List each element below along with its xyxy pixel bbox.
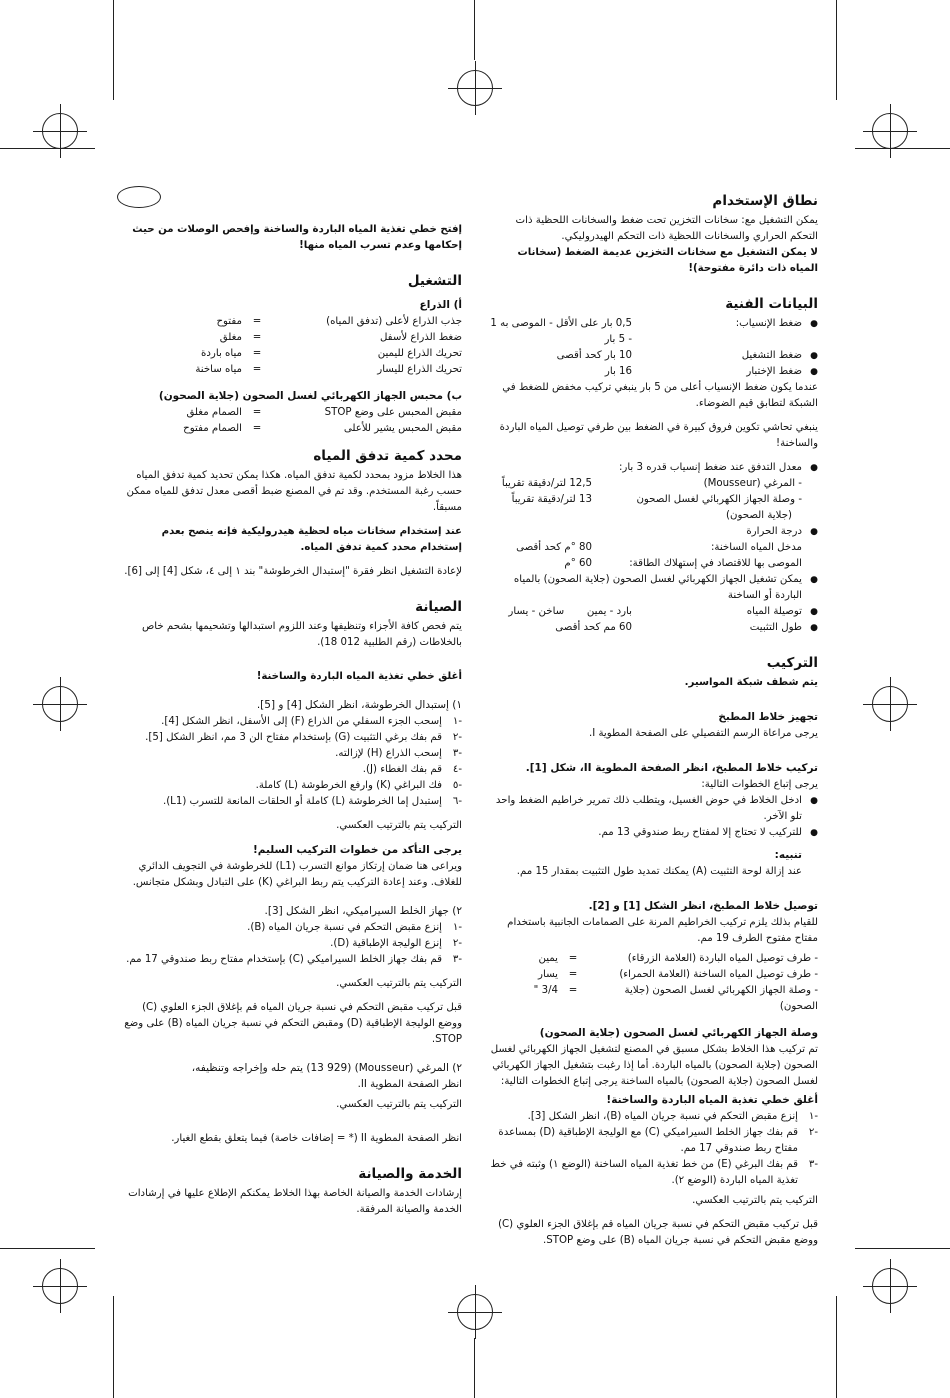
- prep-paragraph: يرجى مراعاة الرسم التفصيلي على الصفحة المطوية I.: [588, 728, 818, 739]
- dishwasher-paragraph: تم تركيب هذا الخلاط بشكل مسبق في المصنع لتشغيل الجهاز الكهربائي لغسل الصحون (جلاية الصحون) بالمياه الباردة. أما إذا رغبت بتشغيل الجهاز الكهربائي لغسل الصحون (جلاية الصحون) بالمياه الساخنة يرجى إتباع الخطوات التالية:: [490, 1044, 818, 1087]
- open-supply-note: إفتح خطي تغذية المياه الباردة والساخنة وإفحص الوصلات من حيث إحكامها وعدم تسرب المياه منها!: [132, 224, 462, 251]
- registration-mark-bottom-right: [872, 1268, 908, 1304]
- maintenance-title: الصيانة: [415, 599, 462, 615]
- connection-item: ● توصيلة المياه بارد - يمين ساخن - يسار: [488, 604, 818, 620]
- install-flush: يتم شطف شبكة المواسير.: [684, 677, 818, 688]
- bullet-icon: ●: [810, 796, 818, 806]
- install-title: التركيب: [766, 655, 818, 671]
- tech-note-difference: ينبغي تحاشي تكوين فروق كبيرة في الضغط بين طرفي توصيل المياه الباردة والساخنة!: [499, 422, 818, 449]
- cartridge-step: -٢ قم بفك برغي التثبيت (G) بإستخدام مفتاح الن 3 مم، انظر الشكل [5].: [145, 732, 462, 743]
- cartridge-step: -١ إسحب الجزء السفلي من الذراع (F) إلى الأسفل، انظر الشكل [4].: [161, 716, 462, 727]
- spare-parts-note: انظر الصفحة المطوية II (* = إضافات خاصة) فيما يتعلق بقطع الغيار.: [171, 1133, 462, 1144]
- lever-row: ضغط الذراع لأسفل = مغلق: [219, 332, 462, 343]
- crop-mark-bottom-right-v: [836, 1296, 837, 1398]
- prep-title: تجهيز خلاط المطبخ: [718, 711, 818, 723]
- cartridge-reverse: التركيب يتم بالترتيب العكسي.: [336, 820, 462, 831]
- aerator-paragraph: انظر الصفحة المطوية II.: [357, 1079, 462, 1090]
- bullet-icon: ●: [810, 319, 818, 329]
- limiter-paragraph: هذا الخلاط مزود بمحدد لكمية تدفق المياه. هكذا يمكن تحديد كمية تدفق المياه حسب رغبة المستخدم. وقد تم في المصنع ضبط أقصى معدل تدفق للمياه ممكن مسبقاً.: [126, 470, 462, 513]
- temp-item: ● درجة الحرارة: [488, 524, 818, 540]
- notice-title: تنبيه:: [774, 849, 802, 861]
- bullet-icon: ●: [810, 367, 818, 377]
- lever-row: جذب الذراع لأعلى (تدفق المياه) = مفتوح: [216, 316, 462, 327]
- bullet-icon: ●: [810, 607, 818, 617]
- mount-step: ● ادخل الخلاط في حوض الغسيل، ويتطلب ذلك تمرير خراطيم الضغط واحد تلو الآخر.: [488, 793, 818, 825]
- scope-warning: لا يمكن التشغيل مع سخانات التخزين عديمة الضغط (سخانات المياه ذات دائرة مفتوحة)!: [517, 247, 818, 274]
- flow-item: ● معدل التدفق عند ضغط إنسياب قدره 3 بار:: [488, 460, 818, 476]
- mixer-title: ٢) جهاز الخلط السيراميكي، انظر الشكل [3].: [264, 905, 462, 917]
- registration-mark-mid-left: [42, 686, 78, 722]
- cartridge-step: -٥ فك البراغي (K) وارفع الخرطوشة (L) كاملة.: [255, 780, 462, 791]
- cartridge-step: -٣ إسحب الذراع (H) لإزالته.: [335, 748, 462, 759]
- maintenance-paragraph: يتم فحص كافة الأجزاء وتنظيفها وعند اللزوم استبدالها وتشحيمها بشحم خاص بالخلاطات (رقم الطلبية 012 18).: [141, 621, 462, 648]
- tech-list: [488, 316, 818, 380]
- crop-mark-top-left-h: [0, 148, 95, 149]
- bullet-icon: ●: [810, 351, 818, 361]
- connect-paragraph: للقيام بذلك يلزم تركيب الخراطيم المرنة على الصمامات الجانبية باستخدام مفتاح مفتوح الطرف 19 مم.: [507, 917, 818, 944]
- crop-mark-bottom-left-v: [113, 1296, 114, 1398]
- crop-mark-top-right-h: [855, 148, 950, 149]
- mixer-step: -٢ إنزع الوليجة الإطباقية (D).: [330, 938, 462, 949]
- dishwasher-step: -٢ قم بفك جهاز الخلط السيراميكي (C) مع الوليجة الإطباقية (D) بمساعدة مفتاح ربط صندوقي 17 مم.: [498, 1127, 818, 1154]
- flow-row: - المرغي (Mousseur) 12,5 لتر/دقيقة تقريباً: [501, 478, 802, 489]
- mixer-final: قبل تركيب مقبض التحكم في نسبة جريان المياه قم بإغلاق الجزء العلوي (C) ووضع الوليجة الإطباقية (D) ومقبض التحكم في نسبة جريان المياه (B) على وضع STOP.: [124, 1002, 462, 1045]
- temp-row: مدخل المياه الساخنة: 80 °م كحد أقصى: [516, 542, 802, 553]
- crop-mark-top-left-v: [113, 0, 114, 100]
- lever-row: تحريك الذراع لليمين = مياه باردة: [201, 348, 462, 359]
- aerator-title: ٢) المرغي (Mousseur) (13 929) يتم حله وإخراجه وتنظيفه،: [191, 1062, 462, 1074]
- mount-step: ● للتركيب لا تحتاج إلا لمفتاح ربط صندوقي 13 مم.: [488, 825, 818, 841]
- crop-mark-bottom-right-h: [855, 1248, 950, 1249]
- connect-row: - طرف توصيل المياه الباردة (العلامة الزرقاء) = يمين: [538, 953, 818, 964]
- cartridge-title: ١) إستبدال الخرطوشة، انظر الشكل [4] و [5].: [256, 699, 462, 711]
- service-paragraph: إرشادات الخدمة والصيانة الخاصة بهذا الخلاط يمكنكم الإطلاع عليها في إرشادات الخدمة والصيانة المرفقة.: [128, 1188, 462, 1215]
- dishwasher-final: قبل تركيب مقبض التحكم في نسبة جريان المياه قم بإغلاق الجزء العلوي (C) ووضع مقبض التحكم في نسبة جريان المياه (B) على وضع STOP.: [498, 1219, 818, 1246]
- cartridge-step: -٤ قم بفك الغطاء (J).: [362, 764, 462, 775]
- registration-mark-bottom-center: [457, 1294, 493, 1330]
- left-column: [118, 222, 462, 1226]
- limiter-title: محدد كمية تدفق المياه: [313, 448, 462, 464]
- mount-title: تركيب خلاط المطبخ، انظر الصفحة المطوية II، شكل [1].: [525, 762, 818, 774]
- cartridge-check-paragraph: ويراعى هنا ضمان إرتكاز موانع التسرب (L1) للخرطوشة في التجويف الدائري للغلاف. وعند إعادة التركيب يتم ربط البراغي (K) على التبادل وبشكل متجانس.: [132, 861, 462, 888]
- bullet-icon: ●: [810, 828, 818, 838]
- cartridge-step: -٦ إستبدل إما الخرطوشة (L) كاملة أو الحلقات المانعة للتسرب (L1).: [162, 796, 462, 807]
- mixer-step: -١ إنزع مقبض التحكم في نسبة جريان المياه (B).: [247, 922, 462, 933]
- limiter-reference: لإعادة التشغيل انظر فقرة "إستبدال الخرطوشة" بند ١ إلى ٤، شكل [4] إلى [6].: [124, 566, 462, 577]
- registration-mark-bottom-left: [42, 1268, 78, 1304]
- dishwasher-reverse: التركيب يتم بالترتيب العكسي.: [692, 1195, 818, 1206]
- mount-paragraph: يرجى إتباع الخطوات التالية:: [701, 779, 818, 790]
- crop-mark-center-bottom: [474, 1338, 475, 1398]
- crop-mark-top-right-v: [836, 0, 837, 100]
- language-badge-oval: [117, 186, 161, 208]
- dishwasher-item: ● يمكن تشغيل الجهاز الكهربائي لغسل الصحون (جلاية الصحون) بالمياه الباردة أو الساخنة: [488, 572, 818, 604]
- dishwasher-title: وصلة الجهاز الكهربائي لغسل الصحون (جلاية الصحون): [539, 1027, 818, 1039]
- flow-sub: (جلاية الصحون): [726, 510, 792, 521]
- valve-row: مقبض المحبس على وضع STOP = الصمام مغلق: [186, 407, 462, 418]
- bullet-icon: ●: [810, 527, 818, 537]
- crop-mark-center-top: [474, 0, 475, 60]
- bullet-icon: ●: [810, 575, 818, 585]
- tech-note-pressure: عندما يكون ضغط الإنسياب أعلى من 5 بار ينبغي تركيب مخفض للضغط في الشبكة لتطابق قيم الضوضاء.: [502, 382, 818, 409]
- registration-mark-top-right: [872, 113, 908, 149]
- cartridge-check-title: يرجى التأكد من خطوات التركيب السليم!: [252, 844, 462, 856]
- mixer-reverse: التركيب يتم بالترتيب العكسي.: [336, 978, 462, 989]
- maintenance-close-warning: أغلق خطي تغذية المياه الباردة والساخنة!: [256, 671, 462, 682]
- valve-title: ب) محبس الجهاز الكهربائي لغسل الصحون (جلاية الصحون): [158, 390, 462, 402]
- right-column: [488, 192, 818, 1257]
- registration-mark-top-center: [457, 70, 493, 106]
- connect-row: - طرف توصيل المياه الساخنة (العلامة الحمراء) = يسار: [538, 969, 818, 980]
- connect-row: - وصلة الجهاز الكهربائي لغسل الصحون (جلاية الصحون) = 3/4 ": [533, 985, 818, 1012]
- scope-title: نطاق الإستخدام: [712, 193, 818, 209]
- registration-mark-top-left: [42, 113, 78, 149]
- aerator-reverse: التركيب يتم بالترتيب العكسي.: [336, 1099, 462, 1110]
- tech-item: ● ضغط الإنسياب: 0,5 بار على الأقل - الموصى به 1 - 5 بار: [488, 316, 818, 348]
- flow-row: - وصلة الجهاز الكهربائي لغسل الصحون 13 لتر/دقيقة تقريباً: [511, 494, 802, 505]
- tech-item: ● ضغط الإختبار 16 بار: [488, 364, 818, 380]
- mixer-step: -٣ قم بفك جهاز الخلط السيراميكي (C) بإستخدام مفتاح ربط صندوقي 17 مم.: [126, 954, 462, 965]
- tech-title: البيانات الفنية: [725, 296, 818, 312]
- limiter-warning: عند إستخدام سخانات مياه لحظية هيدروليكية فإنه ينصح بعدم إستخدام محدد كمية تدفق المياه.: [161, 526, 462, 553]
- service-title: الخدمة والصيانة: [358, 1166, 462, 1182]
- dishwasher-close-warning: أغلق خطي تغذية المياه الباردة والساخنة!: [606, 1094, 818, 1106]
- dishwasher-step: -٣ قم بفك البرغي (E) من خط تغذية المياه الساخنة (الوضع ١) وثبته في خط تغذية المياه الباردة (الوضع ٢).: [490, 1159, 818, 1186]
- connect-title: توصيل خلاط المطبخ، انظر الشكل [1] و [2].: [588, 900, 818, 912]
- dishwasher-step: -١ إنزع مقبض التحكم في نسبة جريان المياه (B)، انظر الشكل [3].: [527, 1111, 818, 1122]
- length-item: ● طول التثبيت 60 مم كحد أقصى: [488, 620, 818, 636]
- operation-title: التشغيل: [407, 273, 462, 289]
- lever-row: تحريك الذراع لليسار = مياه ساخنة: [195, 364, 462, 375]
- registration-mark-mid-right: [872, 686, 908, 722]
- scope-paragraph: يمكن التشغيل مع: سخانات التخزين تحت ضغط والسخانات اللحظية ذات التحكم الحراري والسخانات اللحظية ذات التحكم الهيدروليكي.: [515, 215, 818, 242]
- bullet-icon: ●: [810, 463, 818, 473]
- lever-title: أ) الذراع: [419, 299, 462, 311]
- tech-item: ● ضغط التشغيل 10 بار كحد أقصى: [488, 348, 818, 364]
- temp-row: الموصى بها للاقتصاد في إستهلاك الطاقة: 60 °م: [564, 558, 802, 569]
- crop-mark-bottom-left-h: [0, 1248, 95, 1249]
- valve-row: مقبض المحبس يشير للأعلى = الصمام مفتوح: [183, 423, 462, 434]
- notice-paragraph: عند إزالة لوحة التثبيت (A) يمكنك تمديد طول التثبيت بمقدار 15 مم.: [516, 866, 802, 877]
- bullet-icon: ●: [810, 623, 818, 633]
